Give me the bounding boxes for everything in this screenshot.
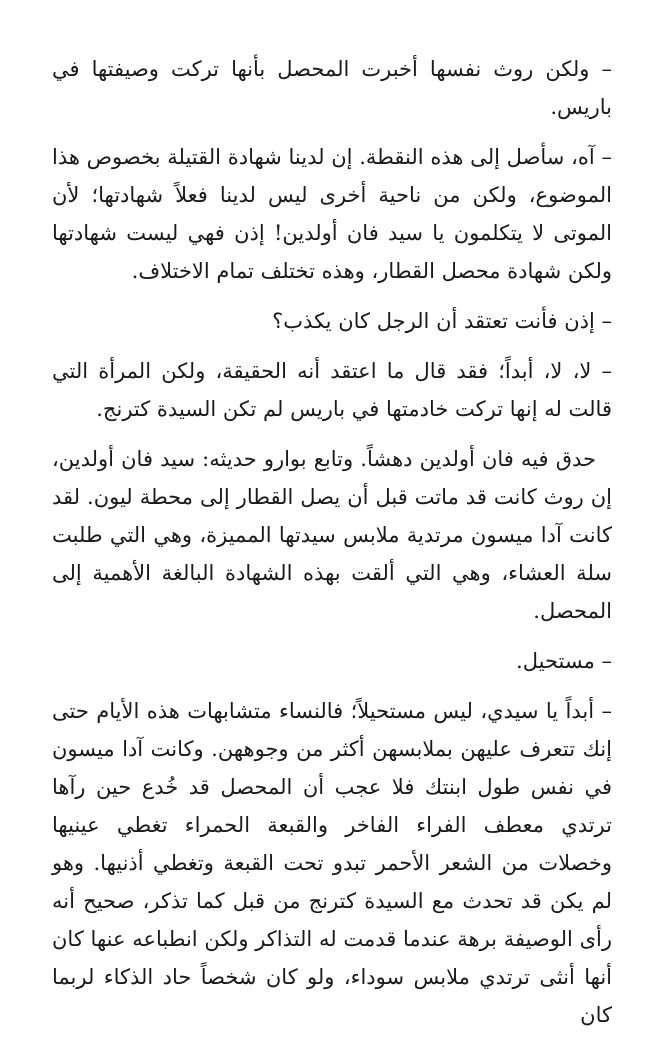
- book-page: [52, 50, 612, 1046]
- paragraph-6: – مستحيل.: [516, 649, 612, 673]
- paragraph-7: – أبداً يا سيدي، ليس مستحيلاً؛ فالنساء متشابهات هذه الأيام حتى إنك تتعرف عليهن بملابسهن أكثر من وجوههن. وكانت آدا ميسون في نفس طول ابنتك فلا عجب أن المحصل قد خُدع حين رآها ترتدي معطف الفراء الفاخر والقبعة الحمراء تغطي عينيها وخصلات من الشعر الأحمر تبدو تحت القبعة وتغطي أذنيها. وهو لم يكن قد تحدث مع السيدة كترنج من قبل كما تذكر، صحيح أنه رأى الوصيفة برهة عندما قدمت له التذاكر ولكن انطباعه عنها كان أنها أنثى ترتدي ملابس سوداء، ولو كان شخصاً حاد الذكاء لربما كان: [52, 699, 612, 1027]
- paragraph-3: – إذن فأنت تعتقد أن الرجل كان يكذب؟: [272, 309, 612, 333]
- paragraph-1: – ولكن روث نفسها أخبرت المحصل بأنها تركت وصيفتها في باريس.: [52, 57, 612, 119]
- paragraph-4: – لا، لا، أبداً؛ فقد قال ما اعتقد أنه الحقيقة، ولكن المرأة التي قالت له إنها تركت خادمتها في باريس لم تكن السيدة كترنج.: [52, 359, 612, 421]
- paragraph-5: حدق فيه فان أولدين دهشاً. وتابع بوارو حديثه: سيد فان أولدين، إن روث كانت قد ماتت قبل أن يصل القطار إلى محطة ليون. لقد كانت آدا ميسون مرتدية ملابس سيدتها المميزة، وهي التي طلبت سلة العشاء، وهي التي ألقت بهذه الشهادة البالغة الأهمية إلى المحصل.: [52, 447, 612, 623]
- paragraph-2: – آه، سأصل إلى هذه النقطة. إن لدينا شهادة القتيلة بخصوص هذا الموضوع، ولكن من ناحية أخرى ليس لدينا فعلاً شهادتها؛ لأن الموتى لا يتكلمون يا سيد فان أولدين! إذن فهي ليست شهادتها ولكن شهادة محصل القطار، وهذه تختلف تمام الاختلاف.: [52, 145, 612, 283]
